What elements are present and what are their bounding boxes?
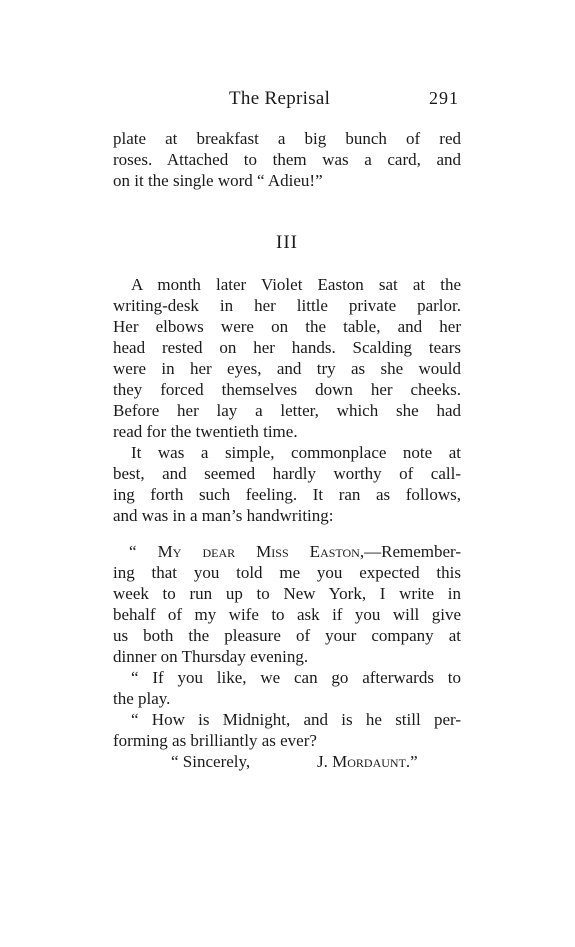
salutation-name: My dear Miss Easton, [157, 542, 365, 561]
letter-signoff [113, 751, 461, 772]
text-line: ing forth such feeling. It ran as follows, [113, 485, 461, 504]
letter-closing: “ Sincerely, [171, 752, 251, 771]
text-line: behalf of my wife to ask if you will give [113, 605, 461, 624]
text-line: on it the single word “ Adieu!” [113, 171, 323, 190]
text-line: read for the twentieth time. [113, 422, 298, 441]
text-line: and was in a man’s handwriting: [113, 506, 334, 525]
text-line: were in her eyes, and try as she would [113, 359, 461, 378]
paragraph-first-line: A month later Violet Easton sat at the [131, 275, 461, 294]
text-line: head rested on her hands. Scalding tears [113, 338, 461, 357]
text-line: week to run up to New York, I write in [113, 584, 461, 603]
text-line: dinner on Thursday evening. [113, 647, 309, 666]
section-heading: III [276, 232, 298, 253]
text-line: plate at breakfast a big bunch of red [113, 129, 461, 148]
close-quote: ” [410, 752, 418, 771]
running-title: The Reprisal [229, 88, 331, 109]
salutation-rest: —Remember- [364, 542, 462, 561]
paragraph-first-line: “ If you like, we can go afterwards to [131, 668, 461, 687]
page-number: 291 [429, 88, 459, 108]
text-line: the play. [113, 689, 171, 708]
open-quote: “ [129, 542, 158, 561]
text-line: ing that you told me you expected this [113, 563, 461, 582]
text-line: us both the pleasure of your company at [113, 626, 461, 645]
letter-signature [317, 751, 418, 772]
text-line: forming as brilliantly as ever? [113, 731, 317, 750]
text-line: roses. Attached to them was a card, and [113, 150, 461, 169]
text-line: they forced themselves down her cheeks. [113, 380, 461, 399]
text-line: best, and seemed hardly worthy of call- [113, 464, 461, 483]
text-line: writing-desk in her little private parlor. [113, 296, 461, 315]
text-line: Her elbows were on the table, and her [113, 317, 461, 336]
letter-salutation [113, 541, 461, 562]
paragraph-first-line: It was a simple, commonplace note at [131, 443, 461, 462]
text-line: Before her lay a letter, which she had [113, 401, 461, 420]
signature-name: Mordaunt. [332, 752, 411, 771]
signature-initial: J. [317, 752, 333, 771]
paragraph-first-line: “ How is Midnight, and is he still per- [131, 710, 461, 729]
running-header [113, 88, 461, 112]
